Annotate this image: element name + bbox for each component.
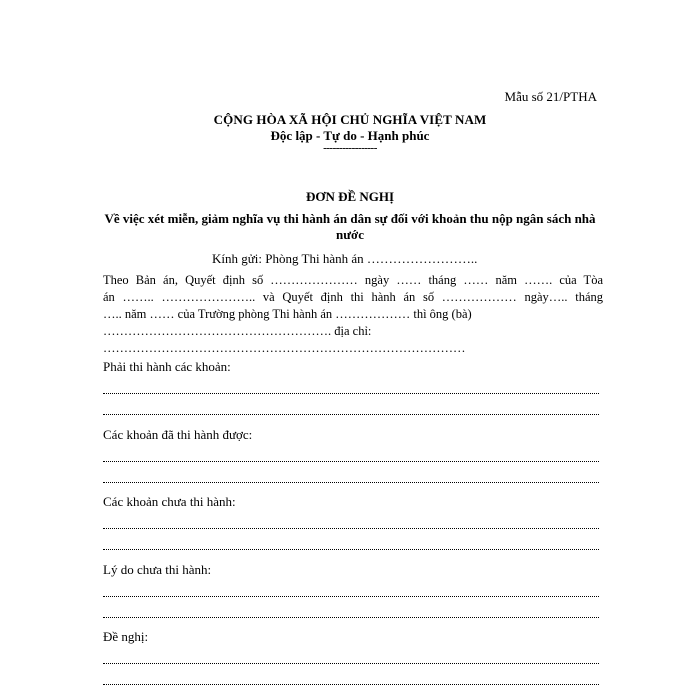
country-name: CỘNG HÒA XÃ HỘI CHỦ NGHĨA VIỆT NAM (213, 112, 487, 127)
fill-in-line[interactable] (103, 482, 599, 483)
fill-in-line[interactable] (103, 663, 599, 664)
intro-paragraph (103, 272, 603, 357)
intro-line: ….. năm …… của Trường phòng Thi hành án ……………… thì ông (bà) (103, 307, 472, 321)
national-motto: Độc lập - Tự do - Hạnh phúc (270, 128, 430, 143)
section-label: Đề nghị: (103, 629, 149, 644)
section-outstanding (103, 492, 599, 550)
document-title: ĐƠN ĐỀ NGHỊ (305, 189, 395, 204)
intro-line: Theo Bản án, Quyết định số ………………… ngày …… tháng …… năm ……. của Tòa (103, 273, 603, 287)
section-label: Phải thi hành các khoản: (103, 359, 231, 374)
fill-in-line[interactable] (103, 617, 599, 618)
fill-in-line[interactable] (103, 461, 599, 462)
fill-in-line[interactable] (103, 684, 599, 685)
section-reason (103, 560, 599, 618)
form-code: Mẫu số 21/PTHA (504, 89, 597, 104)
intro-line: …………………………………………………………………………… (103, 341, 466, 355)
fill-in-line[interactable] (103, 596, 599, 597)
fill-in-line[interactable] (103, 528, 599, 529)
section-label: Các khoản chưa thi hành: (103, 494, 236, 509)
section-completed (103, 425, 599, 483)
section-obligations (103, 357, 599, 415)
fill-in-line[interactable] (103, 393, 599, 394)
fill-in-line[interactable] (103, 414, 599, 415)
intro-line: ………………………………………………. địa chỉ: (103, 324, 372, 338)
section-label: Lý do chưa thi hành: (103, 562, 212, 577)
document-subject: Về việc xét miễn, giảm nghĩa vụ thi hành án dân sự đối với khoản thu nộp ngân sách nhà nước (104, 211, 596, 242)
header-divider: ----------------- (323, 142, 377, 154)
addressee-line: Kính gửi: Phòng Thi hành án …………………….. (212, 251, 478, 266)
fill-in-line[interactable] (103, 549, 599, 550)
intro-line: án …….. ………………….. và Quyết định thi hành án số ……………… ngày….. tháng (103, 290, 603, 304)
section-label: Các khoản đã thi hành được: (103, 427, 253, 442)
section-request (103, 627, 599, 685)
